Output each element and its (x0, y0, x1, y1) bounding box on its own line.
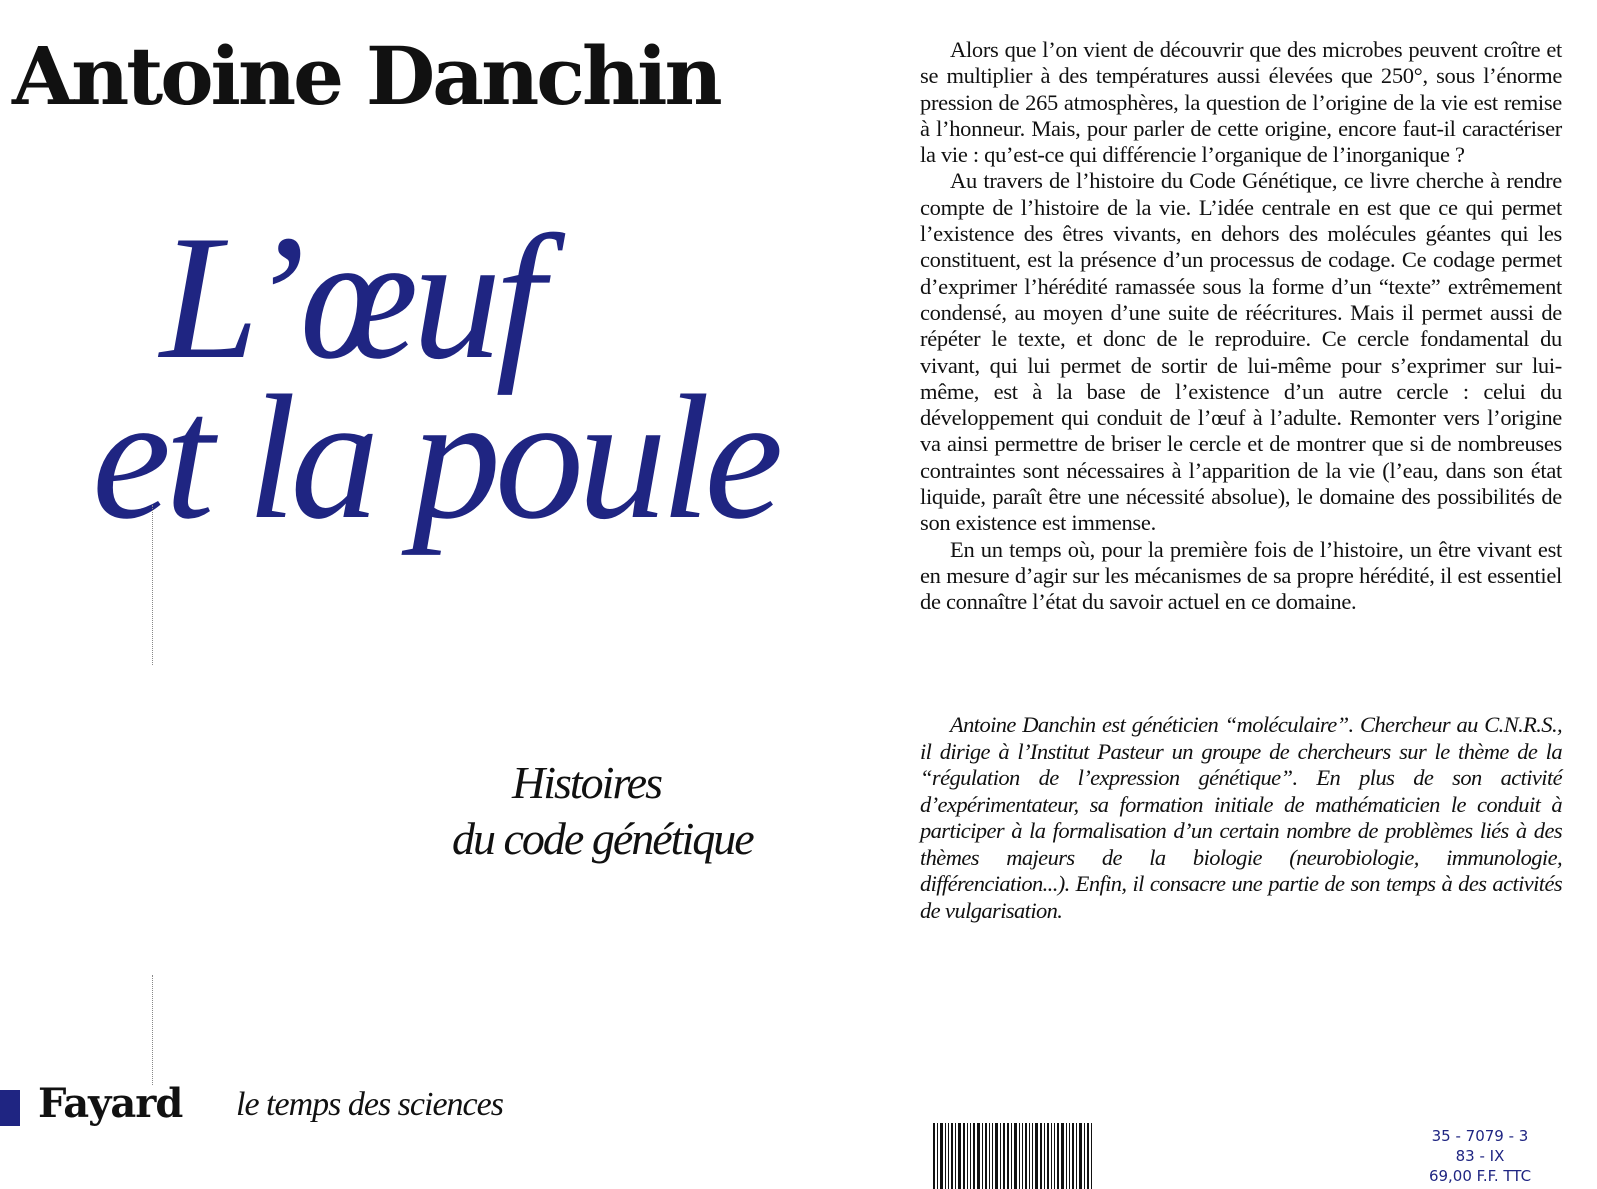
barcode-bar (1035, 1123, 1038, 1189)
fold-guide-line (152, 975, 153, 1085)
price-codes (1400, 1126, 1560, 1186)
barcode-bar (1066, 1123, 1067, 1189)
barcode-bar (973, 1123, 975, 1189)
barcode-bar (948, 1123, 949, 1189)
publisher-name: Fayard (38, 1080, 183, 1127)
blurb-paragraph: Alors que l’on vient de découvrir que des microbes peuvent croître et se multiplier à des températures aussi élevées que 250°, sous l’énorme pression de 265 atmosphères, la question de l’origine de la vie est remise à l’honneur. Mais, pour parler de cette origine, encore faut-il caractériser la vie : qu’est-ce qui différencie l’organique de l’inorganique ? (920, 37, 1562, 168)
barcode-bar (963, 1123, 965, 1189)
author-name: Antoine Danchin (12, 29, 720, 123)
barcode-bar (1054, 1123, 1055, 1189)
barcode-bar (982, 1123, 983, 1189)
barcode-bar (1040, 1123, 1042, 1189)
blurb-paragraph: Au travers de l’histoire du Code Génétique, ce livre cherche à rendre compte de l’histoire de la vie. L’idée centrale en est que ce qui permet l’existence des êtres vivants, en dehors des molécules géantes qui les constituent, est la présence d’un processus de codage. Ce codage permet d’exprimer l’hérédité ramassée sous la forme d’un “texte” extrêmement condensé, au moyen d’une suite de réécritures. Mais il permet aussi de répéter le texte, et donc de le reproduire. Ce cercle fondamental du vivant, qui lui permet de sortir de lui-même pour s’exprimer sur lui-même, est à la base de l’existence d’un autre cercle : celui du développement qui conduit de l’œuf à l’adulte. Remonter vers l’origine va ainsi permettre de briser le cercle et de montrer que si de nombreuses contraintes sont nécessaires à l’apparition de la vie (l’eau, dans son état liquide, paraît être une nécessité absolue), le domaine des possibilités de son existence est immense. (920, 168, 1562, 536)
barcode-bar (989, 1123, 990, 1189)
book-title-line-1: L’œuf (160, 198, 539, 396)
barcode (933, 1123, 1103, 1189)
barcode-bar (1087, 1123, 1089, 1189)
back-cover-blurb (920, 37, 1562, 616)
book-subtitle-line-1: Histoires (512, 757, 661, 808)
barcode-bar (967, 1123, 968, 1189)
fold-guide-line (152, 505, 153, 665)
collection-name: le temps des sciences (236, 1086, 503, 1123)
barcode-bar (1069, 1123, 1070, 1189)
barcode-bar (1091, 1123, 1092, 1189)
barcode-bar (992, 1123, 993, 1189)
barcode-bar (1003, 1123, 1005, 1189)
barcode-bar (1061, 1123, 1064, 1189)
barcode-bar (1032, 1123, 1033, 1189)
code-line: 35 - 7079 - 3 (1431, 1127, 1529, 1145)
barcode-bar (1022, 1123, 1023, 1189)
barcode-bar (1079, 1123, 1082, 1189)
barcode-bar (1084, 1123, 1085, 1189)
barcode-bar (970, 1123, 971, 1189)
publisher-mark (0, 1090, 20, 1126)
barcode-bar (958, 1123, 961, 1189)
author-biography (920, 712, 1562, 924)
barcode-bar (1000, 1123, 1001, 1189)
barcode-bar (951, 1123, 953, 1189)
barcode-bar (945, 1123, 946, 1189)
barcode-bar (955, 1123, 956, 1189)
code-line: 69,00 F.F. TTC (1428, 1167, 1532, 1185)
book-subtitle-line-2: du code génétique (452, 813, 753, 864)
barcode-bar (933, 1123, 935, 1189)
barcode-bar (940, 1123, 943, 1189)
barcode-bar (1007, 1123, 1009, 1189)
barcode-bar (937, 1123, 938, 1189)
barcode-bar (1076, 1123, 1077, 1189)
barcode-bar (1044, 1123, 1045, 1189)
barcode-bar (985, 1123, 987, 1189)
barcode-bar (1029, 1123, 1030, 1189)
book-title-line-2: et la poule (92, 358, 778, 556)
barcode-bar (995, 1123, 998, 1189)
bio-paragraph: Antoine Danchin est généticien “moléculaire”. Chercheur au C.N.R.S., il dirige à l’Institut Pasteur un groupe de chercheurs sur le thème de la “régulation de l’expression génétique”. En plus de son activité d’expérimentateur, sa formation initiale de mathématicien le conduit à participer à la formalisation d’un certain nombre de problèmes liés à des thèmes majeurs de la biologie (neurobiologie, immunologie, différenciation...). Enfin, il consacre une partie de son temps à des activités de vulgarisation. (920, 712, 1562, 923)
barcode-bar (1019, 1123, 1020, 1189)
blurb-paragraph: En un temps où, pour la première fois de l’histoire, un être vivant est en mesure d’agir sur les mécanismes de sa propre hérédité, il est essentiel de connaître l’état du savoir actuel en ce domaine. (920, 536, 1562, 615)
barcode-bar (1011, 1123, 1012, 1189)
barcode-bar (1072, 1123, 1074, 1189)
barcode-bar (1057, 1123, 1059, 1189)
barcode-bar (1025, 1123, 1027, 1189)
barcode-bar (1014, 1123, 1017, 1189)
barcode-bar (977, 1123, 980, 1189)
barcode-bar (1047, 1123, 1049, 1189)
barcode-bar (1051, 1123, 1052, 1189)
code-line: 83 - IX (1455, 1147, 1505, 1165)
